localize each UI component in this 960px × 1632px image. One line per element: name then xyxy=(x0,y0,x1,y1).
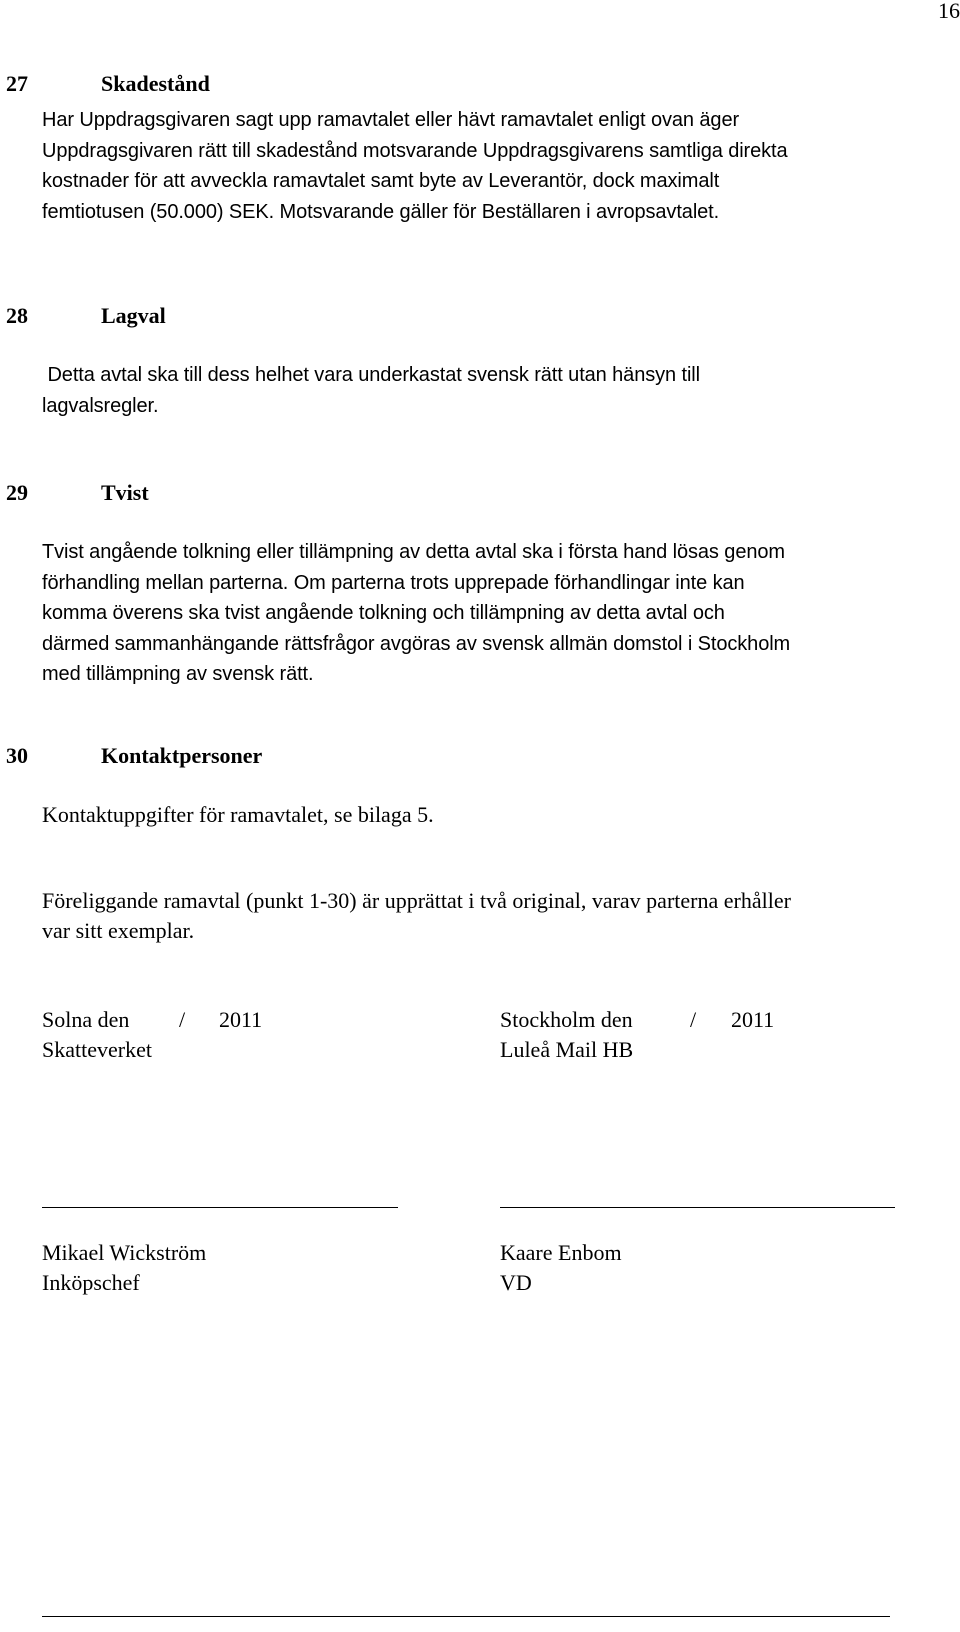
paragraph-line: med tillämpning av svensk rätt. xyxy=(42,663,314,685)
paragraph-line: var sitt exemplar. xyxy=(42,918,195,943)
signature-party: Luleå Mail HB xyxy=(500,1037,634,1062)
signature-year: 2011 xyxy=(219,1007,263,1032)
paragraph-line: Uppdragsgivaren rätt till skadestånd motsvarande Uppdragsgivarens samtliga direkta xyxy=(42,139,788,162)
paragraph-line: Tvist angående tolkning eller tillämpning av detta avtal ska i första hand lösas genom xyxy=(42,541,785,563)
section-number: 30 xyxy=(6,743,28,768)
page-number: 16 xyxy=(938,0,960,23)
section-30-body xyxy=(42,800,942,830)
section-number: 27 xyxy=(6,71,28,96)
section-title: Tvist xyxy=(101,480,149,505)
signature-block-right xyxy=(500,1005,900,1065)
signature-slash: / xyxy=(179,1007,186,1032)
section-title: Kontaktpersoner xyxy=(101,743,263,768)
signature-party: Skatteverket xyxy=(42,1037,152,1062)
section-28-body xyxy=(42,360,942,421)
signatory-left xyxy=(42,1238,422,1298)
paragraph-line: Föreliggande ramavtal (punkt 1-30) är upprättat i två original, varav parterna erhåller xyxy=(42,888,791,913)
footer-rule xyxy=(42,1616,890,1617)
paragraph-line: förhandling mellan parterna. Om parterna trots upprepade förhandlingar inte kan xyxy=(42,571,745,594)
closing-paragraph xyxy=(42,886,942,946)
paragraph-line: därmed sammanhängande rättsfrågor avgöras av svensk allmän domstol i Stockholm xyxy=(42,632,791,655)
section-title: Lagval xyxy=(101,303,166,328)
signature-place: Stockholm den xyxy=(500,1007,633,1032)
section-number: 29 xyxy=(6,480,28,505)
section-27-body xyxy=(42,105,942,227)
signature-block-left xyxy=(42,1005,422,1065)
signature-slash: / xyxy=(690,1007,697,1032)
paragraph-line: Har Uppdragsgivaren sagt upp ramavtalet eller hävt ramavtalet enligt ovan äger xyxy=(42,109,740,131)
signatory-role: VD xyxy=(500,1270,532,1295)
signatory-role: Inköpschef xyxy=(42,1270,140,1295)
signature-line-right xyxy=(500,1207,895,1208)
section-29-body xyxy=(42,537,942,690)
paragraph-line: lagvalsregler. xyxy=(42,394,159,417)
signature-year: 2011 xyxy=(731,1007,775,1032)
signatory-name: Kaare Enbom xyxy=(500,1240,622,1265)
paragraph-line: femtiotusen (50.000) SEK. Motsvarande gäller för Beställaren i avropsavtalet. xyxy=(42,200,720,223)
section-number: 28 xyxy=(6,303,28,328)
paragraph-line: Kontaktuppgifter för ramavtalet, se bilaga 5. xyxy=(42,802,434,827)
signatory-name: Mikael Wickström xyxy=(42,1240,207,1265)
signatory-right xyxy=(500,1238,900,1298)
signature-date-line xyxy=(500,1005,900,1035)
paragraph-line: kostnader för att avveckla ramavtalet samt byte av Leverantör, dock maximalt xyxy=(42,170,720,192)
section-title: Skadestånd xyxy=(101,71,210,96)
paragraph-line: Detta avtal ska till dess helhet vara underkastat svensk rätt utan hänsyn till xyxy=(42,364,700,386)
signature-place: Solna den xyxy=(42,1007,130,1032)
signature-date-line xyxy=(42,1005,422,1035)
paragraph-line: komma överens ska tvist angående tolkning och tillämpning av detta avtal och xyxy=(42,602,725,624)
signature-line-left xyxy=(42,1207,398,1208)
